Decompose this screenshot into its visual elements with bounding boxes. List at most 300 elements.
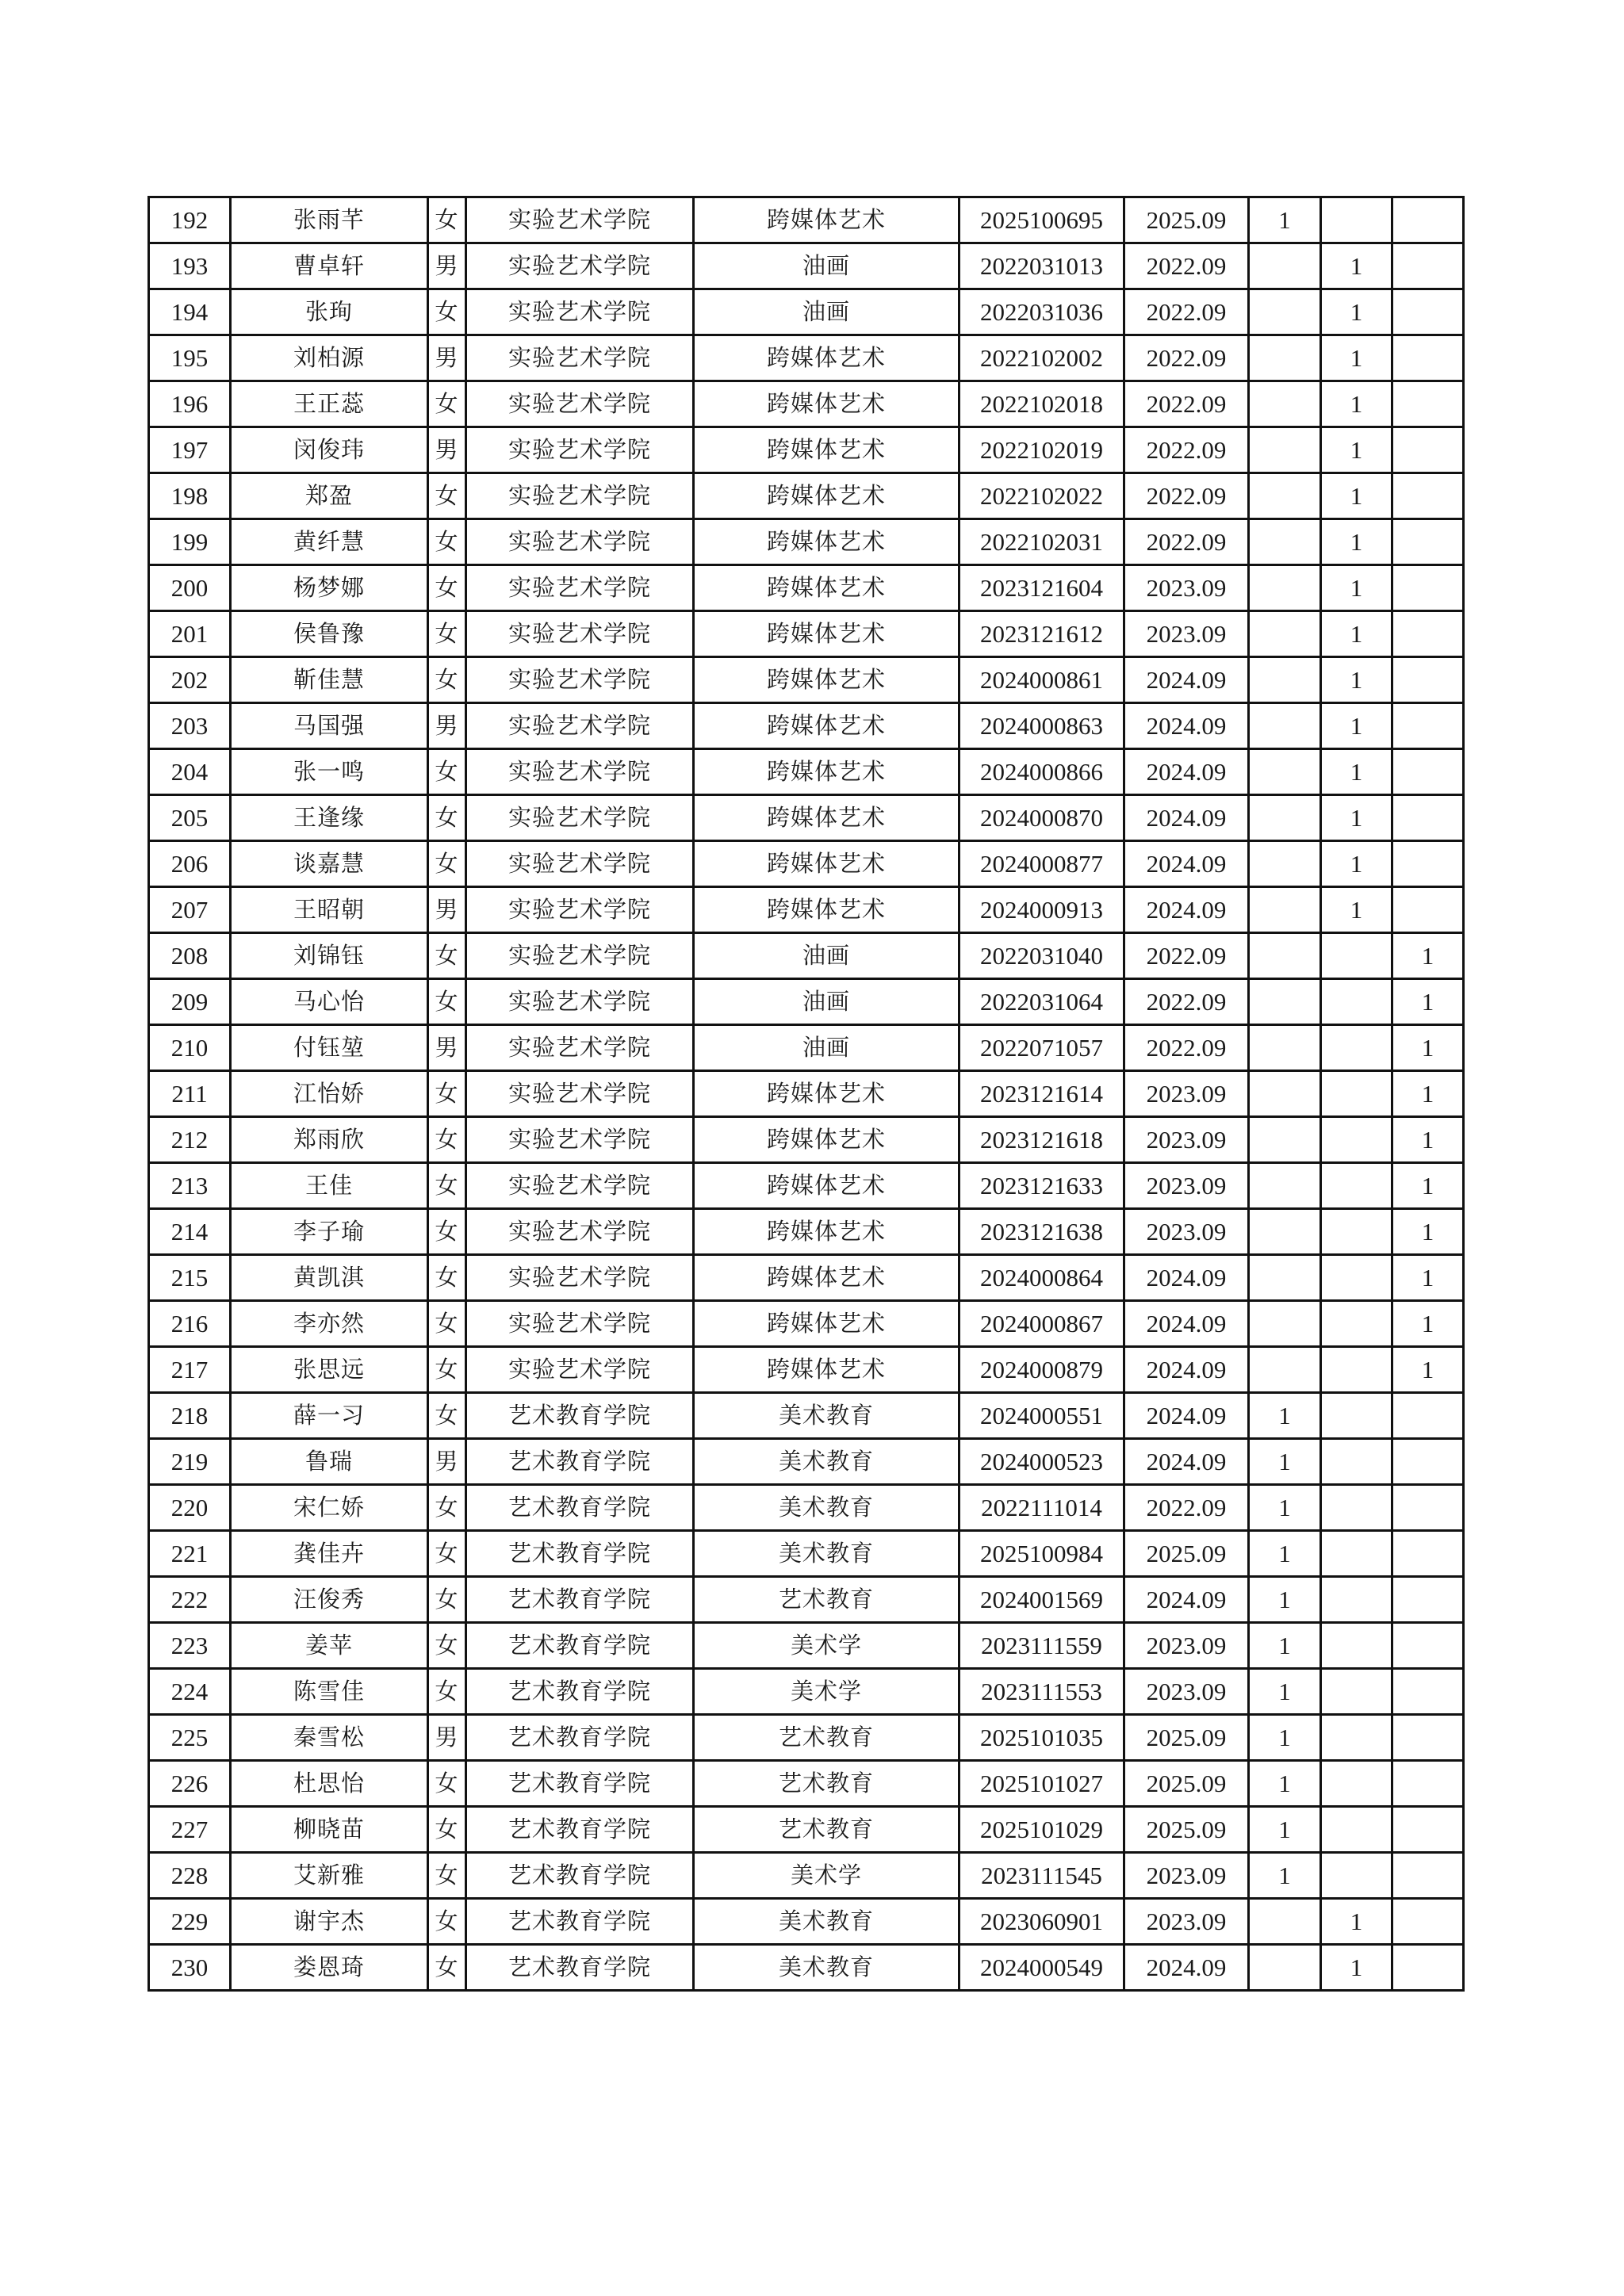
- major-cell: 油画: [694, 243, 959, 289]
- name-cell: 杨梦娜: [231, 565, 428, 611]
- major-cell: 艺术教育: [694, 1761, 959, 1807]
- name-cell: 汪俊秀: [231, 1577, 428, 1623]
- enrollment-date-cell: 2023.09: [1124, 1117, 1249, 1163]
- category-2-cell: [1321, 1347, 1392, 1393]
- category-3-cell: 1: [1392, 1163, 1464, 1209]
- student-id-cell: 2025101029: [959, 1807, 1124, 1853]
- gender-cell: 女: [428, 749, 466, 795]
- student-id-cell: 2023121638: [959, 1209, 1124, 1255]
- gender-cell: 女: [428, 519, 466, 565]
- category-3-cell: [1392, 841, 1464, 887]
- name-cell: 黄凯淇: [231, 1255, 428, 1301]
- name-cell: 姜苹: [231, 1623, 428, 1669]
- name-cell: 江怡娇: [231, 1071, 428, 1117]
- student-id-cell: 2024000863: [959, 703, 1124, 749]
- student-id-cell: 2024000551: [959, 1393, 1124, 1439]
- category-2-cell: [1321, 1117, 1392, 1163]
- category-3-cell: [1392, 243, 1464, 289]
- category-1-cell: [1249, 243, 1321, 289]
- category-3-cell: [1392, 611, 1464, 657]
- enrollment-date-cell: 2025.09: [1124, 1715, 1249, 1761]
- name-cell: 张雨芊: [231, 197, 428, 243]
- gender-cell: 男: [428, 1025, 466, 1071]
- gender-cell: 男: [428, 1715, 466, 1761]
- category-3-cell: [1392, 1899, 1464, 1945]
- category-2-cell: [1321, 1439, 1392, 1485]
- category-3-cell: [1392, 1807, 1464, 1853]
- table-row: [149, 1071, 1464, 1117]
- category-3-cell: [1392, 1669, 1464, 1715]
- row-number-cell: 226: [149, 1761, 231, 1807]
- enrollment-date-cell: 2023.09: [1124, 1899, 1249, 1945]
- major-cell: 美术教育: [694, 1439, 959, 1485]
- enrollment-date-cell: 2023.09: [1124, 1669, 1249, 1715]
- major-cell: 跨媒体艺术: [694, 473, 959, 519]
- table-row: [149, 381, 1464, 427]
- name-cell: 曹卓轩: [231, 243, 428, 289]
- college-cell: 实验艺术学院: [466, 1117, 694, 1163]
- major-cell: 油画: [694, 289, 959, 335]
- enrollment-date-cell: 2025.09: [1124, 1761, 1249, 1807]
- major-cell: 美术教育: [694, 1393, 959, 1439]
- gender-cell: 女: [428, 381, 466, 427]
- enrollment-date-cell: 2024.09: [1124, 1393, 1249, 1439]
- row-number-cell: 214: [149, 1209, 231, 1255]
- college-cell: 实验艺术学院: [466, 519, 694, 565]
- category-2-cell: [1321, 1301, 1392, 1347]
- category-1-cell: [1249, 381, 1321, 427]
- category-2-cell: 1: [1321, 703, 1392, 749]
- gender-cell: 女: [428, 1577, 466, 1623]
- category-3-cell: [1392, 795, 1464, 841]
- table-row: [149, 1945, 1464, 1991]
- major-cell: 艺术教育: [694, 1715, 959, 1761]
- college-cell: 艺术教育学院: [466, 1899, 694, 1945]
- category-2-cell: 1: [1321, 473, 1392, 519]
- table-row: [149, 1531, 1464, 1577]
- row-number-cell: 224: [149, 1669, 231, 1715]
- row-number-cell: 204: [149, 749, 231, 795]
- enrollment-date-cell: 2023.09: [1124, 1163, 1249, 1209]
- college-cell: 实验艺术学院: [466, 1255, 694, 1301]
- table-row: [149, 335, 1464, 381]
- enrollment-date-cell: 2022.09: [1124, 335, 1249, 381]
- enrollment-date-cell: 2022.09: [1124, 473, 1249, 519]
- enrollment-date-cell: 2024.09: [1124, 657, 1249, 703]
- major-cell: 艺术教育: [694, 1807, 959, 1853]
- row-number-cell: 203: [149, 703, 231, 749]
- name-cell: 张一鸣: [231, 749, 428, 795]
- category-2-cell: [1321, 1025, 1392, 1071]
- category-1-cell: 1: [1249, 1485, 1321, 1531]
- category-3-cell: [1392, 197, 1464, 243]
- student-id-cell: 2023060901: [959, 1899, 1124, 1945]
- student-id-cell: 2023121618: [959, 1117, 1124, 1163]
- enrollment-date-cell: 2022.09: [1124, 381, 1249, 427]
- student-id-cell: 2023111553: [959, 1669, 1124, 1715]
- table-row: [149, 1623, 1464, 1669]
- college-cell: 实验艺术学院: [466, 611, 694, 657]
- gender-cell: 男: [428, 887, 466, 933]
- student-id-cell: 2024000867: [959, 1301, 1124, 1347]
- row-number-cell: 228: [149, 1853, 231, 1899]
- enrollment-date-cell: 2024.09: [1124, 703, 1249, 749]
- name-cell: 侯鲁豫: [231, 611, 428, 657]
- student-id-cell: 2023121604: [959, 565, 1124, 611]
- name-cell: 杜思怡: [231, 1761, 428, 1807]
- table-row: [149, 197, 1464, 243]
- row-number-cell: 197: [149, 427, 231, 473]
- student-id-cell: 2022031064: [959, 979, 1124, 1025]
- enrollment-date-cell: 2024.09: [1124, 1945, 1249, 1991]
- table-row: [149, 1485, 1464, 1531]
- category-2-cell: [1321, 1393, 1392, 1439]
- major-cell: 油画: [694, 979, 959, 1025]
- row-number-cell: 211: [149, 1071, 231, 1117]
- name-cell: 王昭朝: [231, 887, 428, 933]
- name-cell: 薛一习: [231, 1393, 428, 1439]
- row-number-cell: 220: [149, 1485, 231, 1531]
- major-cell: 油画: [694, 933, 959, 979]
- gender-cell: 女: [428, 933, 466, 979]
- table-row: [149, 1025, 1464, 1071]
- category-1-cell: [1249, 887, 1321, 933]
- name-cell: 李子瑜: [231, 1209, 428, 1255]
- major-cell: 跨媒体艺术: [694, 427, 959, 473]
- category-2-cell: 1: [1321, 289, 1392, 335]
- student-id-cell: 2023121612: [959, 611, 1124, 657]
- college-cell: 实验艺术学院: [466, 657, 694, 703]
- enrollment-date-cell: 2024.09: [1124, 795, 1249, 841]
- enrollment-date-cell: 2024.09: [1124, 1301, 1249, 1347]
- category-1-cell: [1249, 841, 1321, 887]
- table-row: [149, 979, 1464, 1025]
- table-row: [149, 1669, 1464, 1715]
- category-1-cell: 1: [1249, 1807, 1321, 1853]
- student-id-cell: 2025101027: [959, 1761, 1124, 1807]
- category-3-cell: [1392, 1577, 1464, 1623]
- table-row: [149, 1807, 1464, 1853]
- major-cell: 跨媒体艺术: [694, 565, 959, 611]
- category-3-cell: [1392, 473, 1464, 519]
- major-cell: 美术教育: [694, 1485, 959, 1531]
- major-cell: 跨媒体艺术: [694, 519, 959, 565]
- name-cell: 龚佳卉: [231, 1531, 428, 1577]
- gender-cell: 女: [428, 1071, 466, 1117]
- category-3-cell: 1: [1392, 1209, 1464, 1255]
- row-number-cell: 213: [149, 1163, 231, 1209]
- row-number-cell: 209: [149, 979, 231, 1025]
- gender-cell: 女: [428, 289, 466, 335]
- college-cell: 艺术教育学院: [466, 1669, 694, 1715]
- student-id-cell: 2022102022: [959, 473, 1124, 519]
- college-cell: 实验艺术学院: [466, 1209, 694, 1255]
- student-id-cell: 2022031036: [959, 289, 1124, 335]
- category-1-cell: [1249, 933, 1321, 979]
- category-1-cell: 1: [1249, 197, 1321, 243]
- category-3-cell: [1392, 1439, 1464, 1485]
- enrollment-date-cell: 2024.09: [1124, 887, 1249, 933]
- name-cell: 娄恩琦: [231, 1945, 428, 1991]
- category-3-cell: [1392, 289, 1464, 335]
- category-1-cell: [1249, 1209, 1321, 1255]
- row-number-cell: 198: [149, 473, 231, 519]
- gender-cell: 男: [428, 335, 466, 381]
- gender-cell: 女: [428, 1485, 466, 1531]
- major-cell: 跨媒体艺术: [694, 795, 959, 841]
- table-row: [149, 841, 1464, 887]
- name-cell: 张珣: [231, 289, 428, 335]
- category-1-cell: [1249, 703, 1321, 749]
- gender-cell: 女: [428, 1945, 466, 1991]
- category-3-cell: [1392, 749, 1464, 795]
- table-row: [149, 1853, 1464, 1899]
- category-1-cell: [1249, 611, 1321, 657]
- row-number-cell: 212: [149, 1117, 231, 1163]
- major-cell: 跨媒体艺术: [694, 657, 959, 703]
- college-cell: 艺术教育学院: [466, 1439, 694, 1485]
- row-number-cell: 216: [149, 1301, 231, 1347]
- enrollment-date-cell: 2024.09: [1124, 1347, 1249, 1393]
- category-1-cell: [1249, 519, 1321, 565]
- enrollment-date-cell: 2024.09: [1124, 841, 1249, 887]
- student-id-cell: 2024001569: [959, 1577, 1124, 1623]
- enrollment-date-cell: 2024.09: [1124, 1255, 1249, 1301]
- category-3-cell: [1392, 1393, 1464, 1439]
- student-id-cell: 2022102031: [959, 519, 1124, 565]
- category-3-cell: 1: [1392, 933, 1464, 979]
- college-cell: 艺术教育学院: [466, 1853, 694, 1899]
- name-cell: 郑盈: [231, 473, 428, 519]
- gender-cell: 女: [428, 1255, 466, 1301]
- college-cell: 艺术教育学院: [466, 1945, 694, 1991]
- gender-cell: 女: [428, 979, 466, 1025]
- category-1-cell: [1249, 749, 1321, 795]
- college-cell: 实验艺术学院: [466, 427, 694, 473]
- row-number-cell: 225: [149, 1715, 231, 1761]
- name-cell: 艾新雅: [231, 1853, 428, 1899]
- category-3-cell: 1: [1392, 1025, 1464, 1071]
- row-number-cell: 219: [149, 1439, 231, 1485]
- category-1-cell: [1249, 289, 1321, 335]
- table-row: [149, 657, 1464, 703]
- row-number-cell: 227: [149, 1807, 231, 1853]
- category-2-cell: [1321, 1255, 1392, 1301]
- category-3-cell: [1392, 657, 1464, 703]
- college-cell: 实验艺术学院: [466, 1301, 694, 1347]
- category-1-cell: [1249, 1899, 1321, 1945]
- category-1-cell: [1249, 657, 1321, 703]
- category-3-cell: [1392, 1945, 1464, 1991]
- category-1-cell: [1249, 473, 1321, 519]
- row-number-cell: 206: [149, 841, 231, 887]
- category-3-cell: [1392, 335, 1464, 381]
- student-table: [147, 196, 1465, 1992]
- gender-cell: 男: [428, 243, 466, 289]
- major-cell: 美术教育: [694, 1899, 959, 1945]
- major-cell: 美术学: [694, 1669, 959, 1715]
- enrollment-date-cell: 2022.09: [1124, 1485, 1249, 1531]
- gender-cell: 女: [428, 1117, 466, 1163]
- college-cell: 实验艺术学院: [466, 243, 694, 289]
- category-2-cell: [1321, 197, 1392, 243]
- college-cell: 艺术教育学院: [466, 1761, 694, 1807]
- table-row: [149, 1899, 1464, 1945]
- college-cell: 实验艺术学院: [466, 795, 694, 841]
- student-id-cell: 2022102018: [959, 381, 1124, 427]
- table-row: [149, 887, 1464, 933]
- category-1-cell: 1: [1249, 1669, 1321, 1715]
- category-2-cell: [1321, 1071, 1392, 1117]
- category-3-cell: 1: [1392, 1255, 1464, 1301]
- category-2-cell: [1321, 1485, 1392, 1531]
- student-id-cell: 2022102019: [959, 427, 1124, 473]
- gender-cell: 女: [428, 565, 466, 611]
- enrollment-date-cell: 2024.09: [1124, 1439, 1249, 1485]
- major-cell: 跨媒体艺术: [694, 749, 959, 795]
- category-2-cell: [1321, 1807, 1392, 1853]
- category-1-cell: [1249, 335, 1321, 381]
- category-2-cell: 1: [1321, 335, 1392, 381]
- name-cell: 宋仁娇: [231, 1485, 428, 1531]
- college-cell: 艺术教育学院: [466, 1807, 694, 1853]
- college-cell: 实验艺术学院: [466, 473, 694, 519]
- category-2-cell: 1: [1321, 795, 1392, 841]
- enrollment-date-cell: 2023.09: [1124, 1623, 1249, 1669]
- category-2-cell: 1: [1321, 611, 1392, 657]
- category-1-cell: 1: [1249, 1623, 1321, 1669]
- category-2-cell: [1321, 1715, 1392, 1761]
- name-cell: 闵俊玮: [231, 427, 428, 473]
- student-id-cell: 2022031040: [959, 933, 1124, 979]
- gender-cell: 男: [428, 427, 466, 473]
- table-row: [149, 933, 1464, 979]
- enrollment-date-cell: 2022.09: [1124, 1025, 1249, 1071]
- category-1-cell: [1249, 1071, 1321, 1117]
- category-2-cell: [1321, 1853, 1392, 1899]
- student-id-cell: 2024000879: [959, 1347, 1124, 1393]
- major-cell: 美术学: [694, 1623, 959, 1669]
- table-row: [149, 243, 1464, 289]
- row-number-cell: 222: [149, 1577, 231, 1623]
- student-id-cell: 2022031013: [959, 243, 1124, 289]
- category-3-cell: [1392, 427, 1464, 473]
- gender-cell: 女: [428, 795, 466, 841]
- category-3-cell: [1392, 887, 1464, 933]
- row-number-cell: 215: [149, 1255, 231, 1301]
- name-cell: 秦雪松: [231, 1715, 428, 1761]
- row-number-cell: 201: [149, 611, 231, 657]
- category-3-cell: [1392, 1623, 1464, 1669]
- major-cell: 跨媒体艺术: [694, 381, 959, 427]
- enrollment-date-cell: 2022.09: [1124, 933, 1249, 979]
- name-cell: 靳佳慧: [231, 657, 428, 703]
- major-cell: 跨媒体艺术: [694, 1347, 959, 1393]
- college-cell: 实验艺术学院: [466, 1025, 694, 1071]
- gender-cell: 女: [428, 1807, 466, 1853]
- major-cell: 跨媒体艺术: [694, 611, 959, 657]
- table-row: [149, 565, 1464, 611]
- category-1-cell: 1: [1249, 1853, 1321, 1899]
- major-cell: 跨媒体艺术: [694, 1071, 959, 1117]
- row-number-cell: 202: [149, 657, 231, 703]
- category-2-cell: 1: [1321, 841, 1392, 887]
- student-id-cell: 2023111545: [959, 1853, 1124, 1899]
- college-cell: 艺术教育学院: [466, 1485, 694, 1531]
- table-row: [149, 1301, 1464, 1347]
- gender-cell: 男: [428, 1439, 466, 1485]
- gender-cell: 女: [428, 1531, 466, 1577]
- student-id-cell: 2024000864: [959, 1255, 1124, 1301]
- category-3-cell: [1392, 381, 1464, 427]
- enrollment-date-cell: 2022.09: [1124, 519, 1249, 565]
- student-id-cell: 2024000877: [959, 841, 1124, 887]
- college-cell: 实验艺术学院: [466, 1347, 694, 1393]
- major-cell: 跨媒体艺术: [694, 1163, 959, 1209]
- row-number-cell: 217: [149, 1347, 231, 1393]
- category-2-cell: [1321, 1209, 1392, 1255]
- gender-cell: 男: [428, 703, 466, 749]
- gender-cell: 女: [428, 1163, 466, 1209]
- category-1-cell: [1249, 1025, 1321, 1071]
- major-cell: 跨媒体艺术: [694, 335, 959, 381]
- category-2-cell: [1321, 1163, 1392, 1209]
- student-id-cell: 2022071057: [959, 1025, 1124, 1071]
- student-id-cell: 2024000870: [959, 795, 1124, 841]
- category-2-cell: 1: [1321, 519, 1392, 565]
- name-cell: 刘锦钰: [231, 933, 428, 979]
- enrollment-date-cell: 2023.09: [1124, 611, 1249, 657]
- major-cell: 跨媒体艺术: [694, 703, 959, 749]
- student-id-cell: 2025100984: [959, 1531, 1124, 1577]
- gender-cell: 女: [428, 1761, 466, 1807]
- name-cell: 鲁瑞: [231, 1439, 428, 1485]
- student-id-cell: 2024000913: [959, 887, 1124, 933]
- row-number-cell: 229: [149, 1899, 231, 1945]
- table-row: [149, 1163, 1464, 1209]
- enrollment-date-cell: 2025.09: [1124, 197, 1249, 243]
- gender-cell: 女: [428, 197, 466, 243]
- gender-cell: 女: [428, 1899, 466, 1945]
- college-cell: 实验艺术学院: [466, 381, 694, 427]
- major-cell: 跨媒体艺术: [694, 841, 959, 887]
- gender-cell: 女: [428, 1669, 466, 1715]
- table-row: [149, 1347, 1464, 1393]
- table-row: [149, 795, 1464, 841]
- enrollment-date-cell: 2023.09: [1124, 1071, 1249, 1117]
- category-2-cell: 1: [1321, 243, 1392, 289]
- enrollment-date-cell: 2024.09: [1124, 1577, 1249, 1623]
- table-row: [149, 1715, 1464, 1761]
- student-id-cell: 2024000866: [959, 749, 1124, 795]
- table-row: [149, 519, 1464, 565]
- category-3-cell: [1392, 1761, 1464, 1807]
- gender-cell: 女: [428, 841, 466, 887]
- name-cell: 柳晓苗: [231, 1807, 428, 1853]
- enrollment-date-cell: 2025.09: [1124, 1807, 1249, 1853]
- enrollment-date-cell: 2023.09: [1124, 1853, 1249, 1899]
- category-3-cell: [1392, 1853, 1464, 1899]
- table-row: [149, 1439, 1464, 1485]
- student-id-cell: 2023121614: [959, 1071, 1124, 1117]
- category-1-cell: [1249, 1117, 1321, 1163]
- college-cell: 实验艺术学院: [466, 979, 694, 1025]
- major-cell: 跨媒体艺术: [694, 197, 959, 243]
- college-cell: 实验艺术学院: [466, 887, 694, 933]
- enrollment-date-cell: 2022.09: [1124, 243, 1249, 289]
- student-id-cell: 2024000523: [959, 1439, 1124, 1485]
- major-cell: 跨媒体艺术: [694, 1209, 959, 1255]
